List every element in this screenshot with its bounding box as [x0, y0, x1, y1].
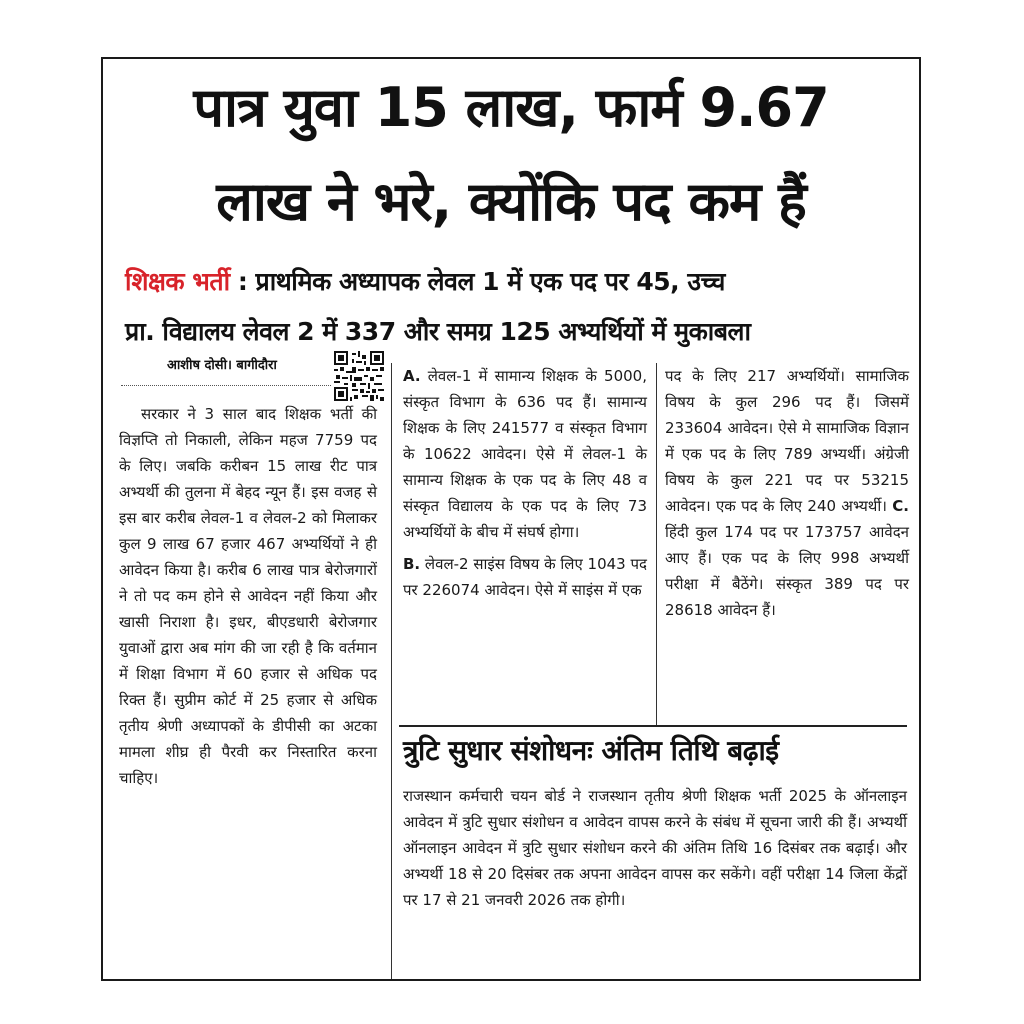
label-c: C. [892, 497, 909, 515]
column-2 [403, 363, 647, 603]
paragraph-c-text: हिंदी कुल 174 पद पर 173757 आवेदन आए हैं। एक पद के लिए 998 अभ्यर्थी परीक्षा में बैठेंगे। संस्कृत 389 पद पर 28618 आवेदन हैं। [665, 523, 909, 619]
qr-code-icon[interactable] [334, 351, 384, 401]
paragraph-a-text: लेवल-1 में सामान्य शिक्षक के 5000, संस्कृत विभाग के 636 पद हैं। सामान्य शिक्षक के लिए 241577 व संस्कृत विभाग के 10622 आवेदन। ऐसे में लेवल-1 के सामान्य शिक्षक के एक पद के लिए 48 व संस्कृत विद्यालय के एक पद के लिए 73 अभ्यर्थियों के बीच में संघर्ष होगा। [403, 367, 647, 541]
deck-line-1 [125, 265, 905, 299]
subheadline: त्रुटि सुधार संशोधनः अंतिम तिथि बढ़ाई [403, 734, 779, 767]
column-1-text: सरकार ने 3 साल बाद शिक्षक भर्ती की विज्ञप्ति तो निकाली, लेकिन महज 7759 पद के लिए। जबकि करीबन 15 लाख रीट पात्र अभ्यर्थी की तुलना में बेहद न्यून हैं। इस वजह से इस बार करीब लेवल-1 व लेवल-2 को मिलाकर कुल 9 लाख 67 हजार 467 अभ्यर्थियों ने ही आवेदन किया है। करीब 6 लाख पात्र बेरोजगारों ने तो पद कम होने से आवेदन नहीं किया और खासी निराशा है। इधर, बीएडधारी बेरोजगार युवाओं द्वारा अब मांग की जा रही है कि वर्तमान में शिक्षा विभाग में 60 हजार से अधिक पद रिक्त हैं। सुप्रीम कोर्ट में 25 हजार से अधिक तृतीय श्रेणी अध्यापकों के डीपीसी का अटका मामला शीघ्र ही पैरवी कर निस्तारित करना चाहिए। [119, 405, 377, 787]
deck-text-1: : प्राथमिक अध्यापक लेवल 1 में एक पद पर 45, उच्च [229, 267, 725, 296]
label-b: B. [403, 555, 421, 573]
section-divider [399, 725, 907, 727]
column-3-text: पद के लिए 217 अभ्यर्थियों। सामाजिक विषय के कुल 296 पद हैं। जिसमें 233604 आवेदन। ऐसे मे सामाजिक विज्ञान में एक पद के लिए 789 अभ्यर्थी। अंग्रेजी विषय के कुल 221 पद पर 53215 आवेदन। एक पद के लिए 240 अभ्यर्थी। [665, 367, 909, 515]
column-4-text: राजस्थान कर्मचारी चयन बोर्ड ने राजस्थान तृतीय श्रेणी शिक्षक भर्ती 2025 के ऑनलाइन आवेदन में त्रुटि सुधार संशोधन व आवेदन वापस करने के संबंध में सूचना जारी की हैं। अभ्यर्थी ऑनलाइन आवेदन में त्रुटि सुधार संशोधन करने की अंतिम तिथि 16 दिसंबर तक बढ़ाई। और अभ्यर्थी 18 से 20 दिसंबर तक अपना आवेदन वापस कर सकेंगे। वहीं परीक्षा 14 जिला केंद्रों पर 17 से 21 जनवरी 2026 तक होगी। [403, 787, 907, 909]
paragraph-b [403, 551, 647, 603]
headline-line-1: पात्र युवा 15 लाख, फार्म 9.67 [193, 76, 829, 139]
byline-divider [121, 385, 331, 386]
paragraph-a [403, 363, 647, 545]
column-divider-1 [391, 363, 392, 979]
label-a: A. [403, 367, 421, 385]
paragraph-b-text: लेवल-2 साइंस विषय के लिए 1043 पद पर 226074 आवेदन। ऐसे में साइंस में एक [403, 555, 647, 599]
byline: आशीष दोसी। बागीदौरा [167, 358, 277, 373]
headline-line-2: लाख ने भरे, क्योंकि पद कम हैं [216, 170, 806, 233]
deck-line-2: प्रा. विद्यालय लेवल 2 में 337 और समग्र 125 अभ्यर्थियों में मुकाबला [125, 317, 751, 346]
deck-kicker: शिक्षक भर्ती [125, 267, 230, 296]
column-divider-2 [656, 363, 657, 725]
column-3 [665, 363, 909, 623]
news-clipping [101, 57, 921, 981]
